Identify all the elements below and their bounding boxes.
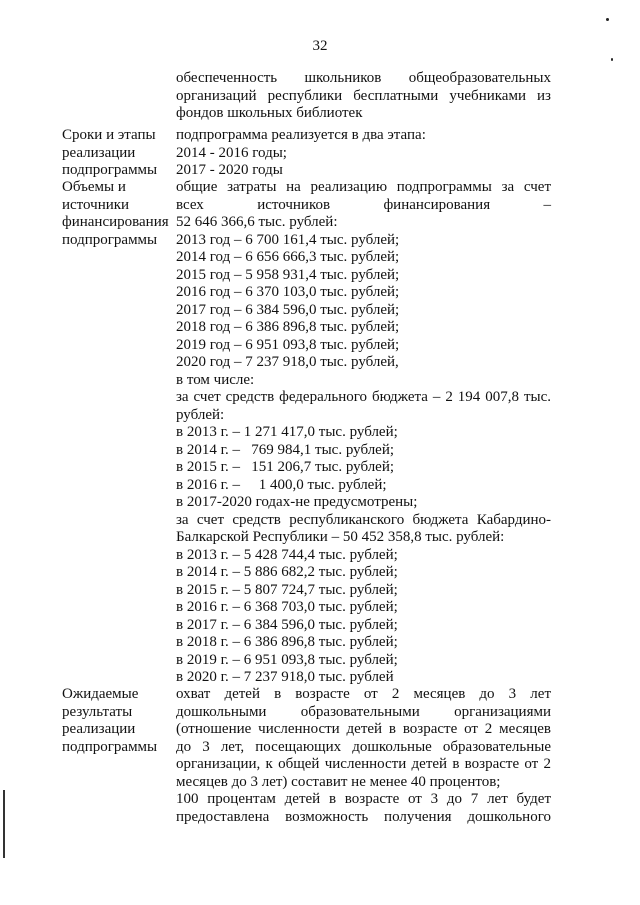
label-line: Объемы и [62,179,126,195]
text-line: 2020 год – 7 237 918,0 тыс. рублей, [176,354,399,370]
text-line: (отношение численности детей в возрасте от 2 месяцев [176,721,551,737]
label-line: подпрограммы [62,162,158,178]
text-line: в 2015 г. – 5 807 724,7 тыс. рублей; [176,581,398,598]
text-line: охват детей в возрасте от 2 месяцев до 3 лет [176,686,551,702]
page-number: 32 [312,38,328,54]
text-line: за счет средств федерального бюджета – 2 194 007,8 тыс. [176,389,551,405]
text-line: 2014 год – 6 656 666,3 тыс. рублей; [176,249,400,265]
intro-text [176,70,551,123]
text-line: 2013 год – 6 700 161,4 тыс. рублей; [176,231,400,248]
text-line: 2014 - 2016 годы; [176,144,287,161]
text-line: 2017 - 2020 годы [176,162,283,178]
text-line: дошкольными образовательными организациями [176,703,551,720]
text-line: до 3 лет, посещающих дошкольные образовательные [176,738,551,755]
text-line: организации, к общей численности детей в возрасте от 2 [176,756,551,772]
text-line: в 2014 г. – 5 886 682,2 тыс. рублей; [176,564,398,580]
text-line: в 2016 г. – 6 368 703,0 тыс. рублей; [176,599,398,615]
text-line: в том числе: [176,371,255,388]
label-line: финансирования [62,214,169,230]
text-line: в 2014 г. – 769 984,1 тыс. рублей; [176,441,395,458]
label-line: источники [62,196,130,213]
text-line: в 2017 г. – 6 384 596,0 тыс. рублей; [176,616,398,633]
text-line: в 2015 г. – 151 206,7 тыс. рублей; [176,459,395,475]
text-line: рублей: [176,406,225,423]
text-line: в 2020 г. – 7 237 918,0 тыс. рублей [176,669,394,685]
text-line: 2019 год – 6 951 093,8 тыс. рублей; [176,336,400,353]
text-line: фондов школьных библиотек [176,105,363,121]
label-line: Ожидаемые [62,686,139,702]
label-line: реализации [62,721,136,737]
text-line: обеспеченность школьников общеобразовательных [176,70,551,86]
funding-text [176,179,551,687]
scan-speck [606,18,609,21]
scan-edge-line [3,790,5,858]
text-line: Балкарской Республики – 50 452 358,8 тыс. рублей: [176,529,505,545]
scan-speck [611,58,613,61]
results-text [176,686,551,826]
text-line: организаций республики бесплатными учебниками из [176,87,551,104]
text-line: месяцев до 3 лет) составит не менее 40 процентов; [176,773,501,790]
text-line: 2016 год – 6 370 103,0 тыс. рублей; [176,284,400,300]
stages-text [176,127,551,180]
text-line: в 2013 г. – 5 428 744,4 тыс. рублей; [176,546,398,563]
text-line: в 2018 г. – 6 386 896,8 тыс. рублей; [176,634,398,650]
text-line: подпрограмма реализуется в два этапа: [176,127,426,143]
text-line: 2017 год – 6 384 596,0 тыс. рублей; [176,301,400,318]
stages-label [62,127,174,180]
text-line: 2018 год – 6 386 896,8 тыс. рублей; [176,319,400,335]
results-label [62,686,174,756]
text-line: всех источников финансирования – [176,196,551,213]
text-line: в 2016 г. – 1 400,0 тыс. рублей; [176,476,387,493]
text-line: в 2019 г. – 6 951 093,8 тыс. рублей; [176,651,398,668]
text-line: 100 процентам детей в возрасте от 3 до 7 лет будет [176,791,551,807]
text-line: предоставлена возможность получения дошкольного [176,808,551,825]
text-line: в 2013 г. – 1 271 417,0 тыс. рублей; [176,424,398,440]
label-line: подпрограммы [62,738,158,755]
label-line: результаты [62,703,133,720]
text-line: за счет средств республиканского бюджета Кабардино- [176,511,551,528]
text-line: в 2017-2020 годах-не предусмотрены; [176,494,418,510]
label-line: реализации [62,144,136,161]
text-line: 52 646 366,6 тыс. рублей: [176,214,338,230]
label-line: Сроки и этапы [62,127,156,143]
label-line: подпрограммы [62,231,158,248]
funding-label [62,179,174,249]
text-line: 2015 год – 5 958 931,4 тыс. рублей; [176,266,400,283]
text-line: общие затраты на реализацию подпрограммы за счет [176,179,551,195]
